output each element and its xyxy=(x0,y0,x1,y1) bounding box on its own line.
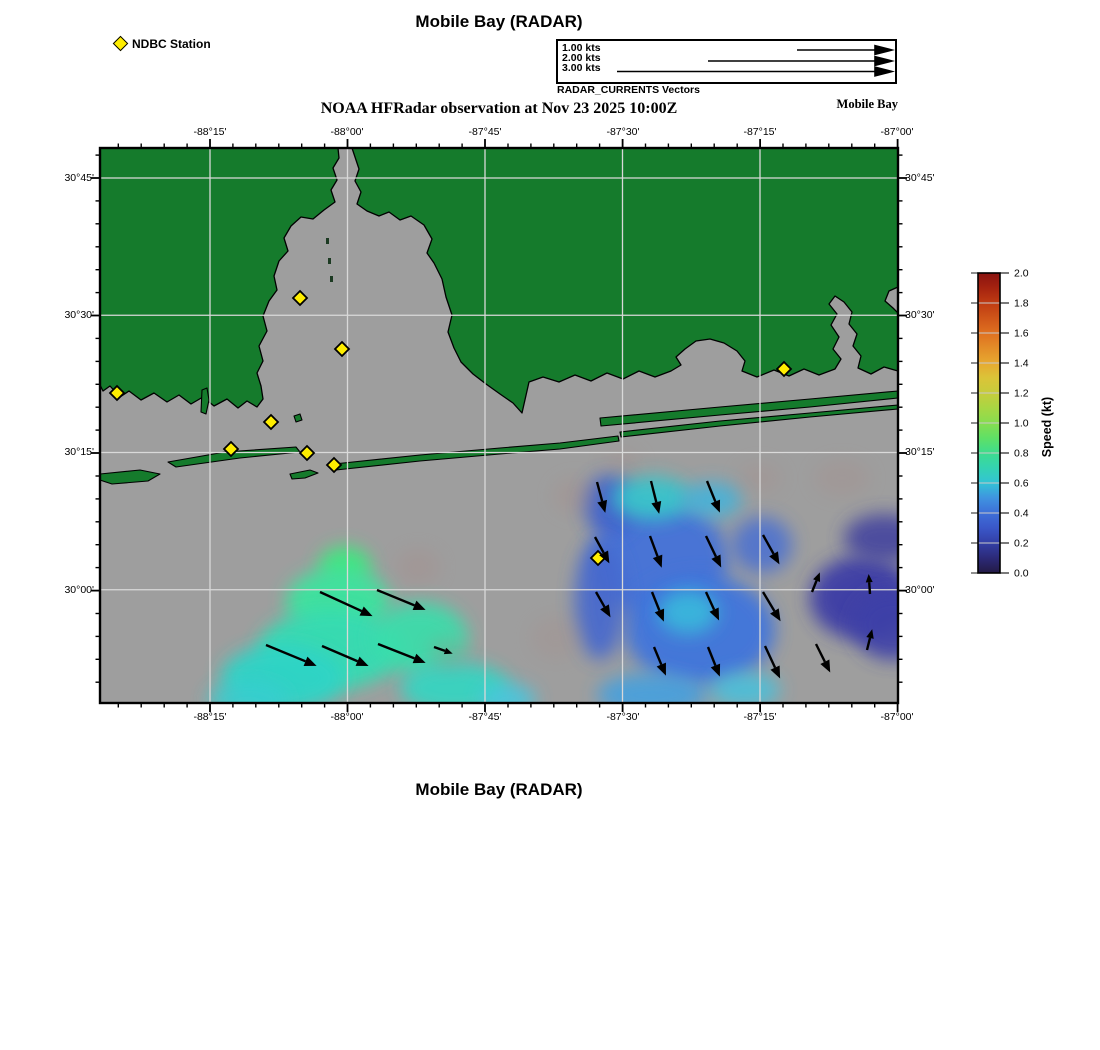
region-label: Mobile Bay xyxy=(836,97,898,111)
y-axis-label-right: 30°30' xyxy=(905,309,935,321)
colorbar-tick-label: 0.4 xyxy=(1014,507,1029,520)
x-axis-label-top: -87°45' xyxy=(468,126,502,138)
x-axis-label-bottom: -87°45' xyxy=(468,711,502,723)
x-axis-label-top: -88°15' xyxy=(193,126,227,138)
hfradar-map xyxy=(85,133,913,718)
colorbar-tick-label: 1.6 xyxy=(1014,327,1029,340)
x-axis-label-bottom: -87°00' xyxy=(880,711,914,723)
colorbar-tick-label: 0.6 xyxy=(1014,477,1029,490)
current-vector-shaft xyxy=(869,582,870,594)
y-axis-label-left: 30°45' xyxy=(64,172,94,184)
x-axis-label-top: -87°30' xyxy=(606,126,640,138)
vector-scale-entry-2: 2.00 kts xyxy=(562,52,601,64)
scale-arrowhead-2kt-icon xyxy=(875,57,892,66)
islet-bay-mouth xyxy=(294,414,302,422)
x-axis-label-bottom: -88°15' xyxy=(193,711,227,723)
x-axis-label-bottom: -87°30' xyxy=(606,711,640,723)
speed-blob xyxy=(682,482,742,518)
vector-scale-arrows xyxy=(558,41,895,82)
colorbar-tick-label: 0.2 xyxy=(1014,537,1029,550)
islet-dot xyxy=(330,276,333,282)
x-axis-label-bottom: -88°00' xyxy=(330,711,364,723)
y-axis-label-left: 30°15' xyxy=(64,446,94,458)
colorbar-tick-label: 0.0 xyxy=(1014,567,1029,580)
y-axis-label-right: 30°15' xyxy=(905,446,935,458)
ndbc-legend-label: NDBC Station xyxy=(132,37,211,51)
colorbar-tick-label: 1.0 xyxy=(1014,417,1029,430)
vector-scale-entry-3: 3.00 kts xyxy=(562,62,601,74)
y-axis-label-left: 30°00' xyxy=(64,584,94,596)
footer-title: Mobile Bay (RADAR) xyxy=(415,780,583,799)
colorbar-tick-label: 1.2 xyxy=(1014,387,1029,400)
scale-arrowhead-1kt-icon xyxy=(875,46,892,55)
colorbar-tick-label: 1.8 xyxy=(1014,297,1029,310)
x-axis-label-top: -87°15' xyxy=(743,126,777,138)
vector-scale-legend-box xyxy=(556,39,897,84)
islet-dot xyxy=(328,258,331,264)
observation-subtitle: NOAA HFRadar observation at Nov 23 2025 10:00Z xyxy=(320,100,678,117)
speed-blob xyxy=(553,478,597,514)
vector-legend-caption: RADAR_CURRENTS Vectors xyxy=(557,84,700,96)
vector-scale-entry-1: 1.00 kts xyxy=(562,42,601,54)
x-axis-label-top: -87°00' xyxy=(880,126,914,138)
x-axis-label-top: -88°00' xyxy=(330,126,364,138)
speed-blob xyxy=(396,549,440,585)
speed-blob xyxy=(530,616,582,660)
speed-blob xyxy=(814,460,870,496)
colorbar-axis-label: Speed (kt) xyxy=(1040,396,1054,458)
y-axis-label-right: 30°00' xyxy=(905,584,935,596)
x-axis-label-bottom: -87°15' xyxy=(743,711,777,723)
y-axis-label-left: 30°30' xyxy=(64,309,94,321)
ndbc-station-diamond-icon xyxy=(113,36,129,52)
colorbar-tick-label: 1.4 xyxy=(1014,357,1029,370)
colorbar-tick-label: 2.0 xyxy=(1014,267,1029,280)
colorbar-tick-label: 0.8 xyxy=(1014,447,1029,460)
islet-dot xyxy=(326,238,329,244)
page-title: Mobile Bay (RADAR) xyxy=(415,12,583,31)
speed-blob xyxy=(732,517,792,573)
scale-arrowhead-3kt-icon xyxy=(875,67,892,76)
y-axis-label-right: 30°45' xyxy=(905,172,935,184)
